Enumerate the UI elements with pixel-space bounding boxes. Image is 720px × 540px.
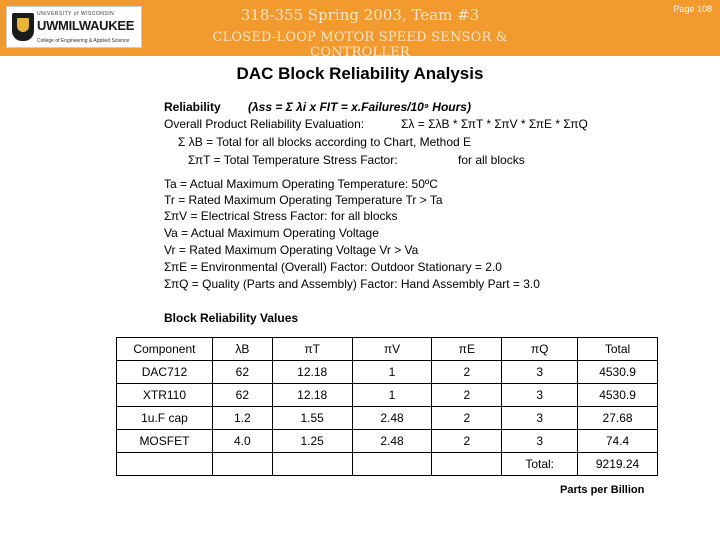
table-cell: 1: [352, 361, 432, 384]
reliability-label: Reliability: [164, 100, 221, 114]
table-cell: 62: [212, 384, 272, 407]
table-cell: [117, 453, 213, 476]
pi-e-definition: ΣπE = Environmental (Overall) Factor: Outdoor Stationary = 2.0: [164, 260, 502, 274]
header-banner: [0, 0, 720, 60]
overall-formula: Σλ = ΣλB * ΣπT * ΣπV * ΣπE * ΣπQ: [401, 117, 588, 131]
table-cell: 3: [502, 430, 578, 453]
table-cell: 4.0: [212, 430, 272, 453]
table-cell: 2: [432, 407, 502, 430]
table-cell: DAC712: [117, 361, 213, 384]
table-cell: 74.4: [578, 430, 658, 453]
table-cell: 2: [432, 361, 502, 384]
table-cell: 2: [432, 430, 502, 453]
table-cell: 1: [352, 384, 432, 407]
table-cell: 2.48: [352, 430, 432, 453]
table-cell: 3: [502, 361, 578, 384]
table-cell: 4530.9: [578, 361, 658, 384]
university-logo: [6, 6, 142, 48]
table-cell: XTR110: [117, 384, 213, 407]
university-shield-icon: [12, 13, 34, 41]
table-header-row: [117, 338, 658, 361]
logo-line-3: College of Engineering & Applied Science: [37, 38, 130, 44]
table-cell: [352, 453, 432, 476]
table-cell: 12.18: [272, 361, 352, 384]
vr-definition: Vr = Rated Maximum Operating Voltage Vr > Va: [164, 243, 419, 257]
overall-label: Overall Product Reliability Evaluation:: [164, 117, 365, 131]
table-cell: [212, 453, 272, 476]
page-heading: DAC Block Reliability Analysis: [236, 64, 484, 83]
table-title: Block Reliability Values: [164, 311, 299, 325]
course-title: 318-355 Spring 2003, Team #3: [240, 6, 480, 24]
table-cell: 62: [212, 361, 272, 384]
logo-line-1: UNIVERSITY of WISCONSIN: [37, 11, 115, 17]
table-cell: 12.18: [272, 384, 352, 407]
project-title: CLOSED-LOOP MOTOR SPEED SENSOR & CONTROLLER: [212, 30, 508, 60]
table-cell: 2.48: [352, 407, 432, 430]
table-cell: 27.68: [578, 407, 658, 430]
header-cell: Total: [578, 338, 658, 361]
header-cell: πQ: [502, 338, 578, 361]
unit-note: Parts per Billion: [560, 484, 645, 496]
table-row: [117, 430, 658, 453]
table-row: [117, 384, 658, 407]
table-cell: 3: [502, 407, 578, 430]
pi-v-definition: ΣπV = Electrical Stress Factor: for all blocks: [164, 209, 398, 223]
header-cell: λB: [212, 338, 272, 361]
table-cell: 1.2: [212, 407, 272, 430]
tr-definition: Tr = Rated Maximum Operating Temperature Tr > Ta: [164, 193, 443, 207]
table-cell: [272, 453, 352, 476]
page-number: Page 108: [673, 4, 712, 14]
total-label-cell: Total:: [502, 453, 578, 476]
lambda-b-definition: Σ λB = Total for all blocks according to Chart, Method E: [178, 135, 472, 149]
table-cell: 2: [432, 384, 502, 407]
pi-t-scope: for all blocks: [458, 153, 525, 167]
table-total-row: [117, 453, 658, 476]
table-cell: MOSFET: [117, 430, 213, 453]
table-cell: 1.55: [272, 407, 352, 430]
total-value-cell: 9219.24: [578, 453, 658, 476]
table-row: [117, 361, 658, 384]
header-cell: Component: [117, 338, 213, 361]
reliability-formula: (λss = Σ λi x FIT = x.Failures/10⁹ Hours): [248, 100, 471, 114]
table-cell: 1.25: [272, 430, 352, 453]
header-cell: πE: [432, 338, 502, 361]
header-cell: πT: [272, 338, 352, 361]
table-cell: 3: [502, 384, 578, 407]
ta-definition: Ta = Actual Maximum Operating Temperature: 50ºC: [164, 177, 438, 191]
table-cell: [432, 453, 502, 476]
header-cell: πV: [352, 338, 432, 361]
logo-line-2: UWMILWAUKEE: [37, 18, 135, 33]
va-definition: Va = Actual Maximum Operating Voltage: [164, 226, 379, 240]
pi-t-definition: ΣπT = Total Temperature Stress Factor:: [188, 153, 398, 167]
reliability-table: [116, 337, 658, 476]
table-cell: 4530.9: [578, 384, 658, 407]
pi-q-definition: ΣπQ = Quality (Parts and Assembly) Factor: Hand Assembly Part = 3.0: [164, 277, 540, 291]
table-cell: 1u.F cap: [117, 407, 213, 430]
table-row: [117, 407, 658, 430]
